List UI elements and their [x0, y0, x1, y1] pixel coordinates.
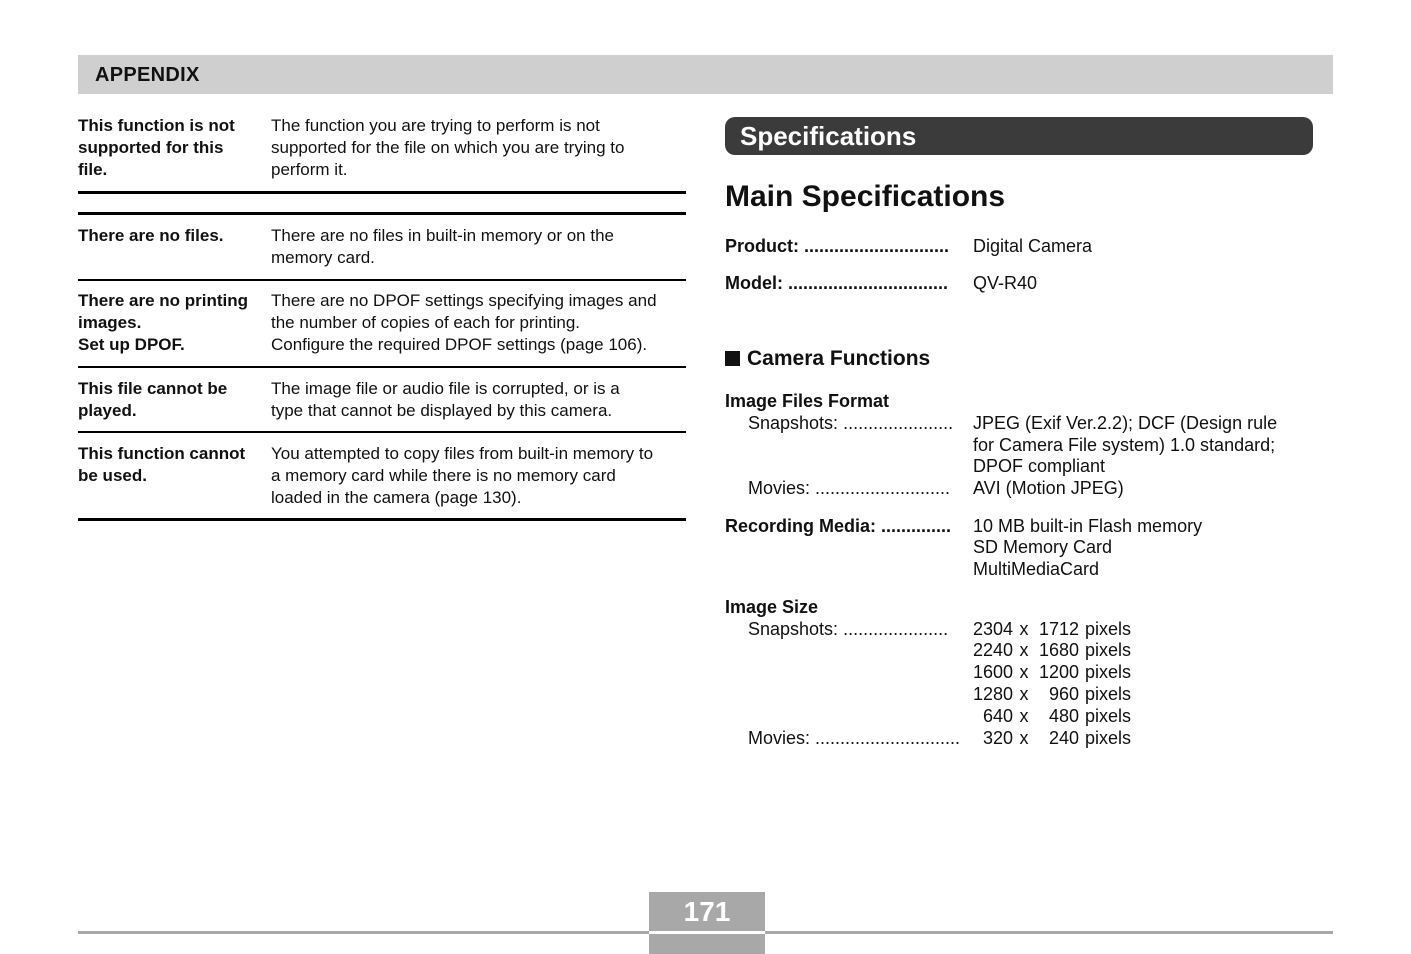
size-times: x: [1019, 640, 1029, 660]
error-description-line: perform it.: [271, 160, 348, 179]
size-times: x: [1019, 728, 1029, 748]
error-description: [271, 225, 691, 269]
size-width: 320: [982, 728, 1013, 748]
error-message-line: This file cannot be: [78, 379, 228, 398]
recording-media-line: 10 MB built-in Flash memory: [973, 516, 1203, 536]
image-size-row: [969, 683, 1131, 705]
error-message-line: This function cannot: [78, 444, 246, 463]
size-height: 480: [1048, 706, 1079, 726]
page-title: Main Specifications: [725, 180, 1006, 213]
table-divider: [78, 366, 686, 368]
appendix-title: APPENDIX: [95, 64, 200, 86]
image-size-row: [969, 661, 1131, 683]
error-description-line: The function you are trying to perform is not: [271, 116, 600, 135]
size-height: 1712: [1038, 619, 1079, 639]
size-height: 1680: [1038, 640, 1079, 660]
error-description: [271, 115, 691, 181]
error-message-line: This function is not: [78, 116, 235, 135]
error-description-line: The image file or audio file is corrupted, or is a: [271, 379, 620, 398]
size-width: 2304: [972, 619, 1013, 639]
image-size-row: [969, 727, 1131, 749]
error-message-line: file.: [78, 160, 108, 179]
error-description-line: type that cannot be displayed by this camera.: [271, 401, 613, 420]
size-width: 1600: [972, 662, 1013, 682]
table-divider: [78, 431, 686, 433]
snapshots-format-line: DPOF compliant: [973, 456, 1106, 476]
movies-label: Movies: ...........................: [748, 478, 951, 498]
size-unit: pixels: [1085, 706, 1132, 726]
error-description-line: There are no files in built-in memory or on the: [271, 226, 614, 245]
error-description-line: supported for the file on which you are trying to: [271, 138, 625, 157]
size-times: x: [1019, 684, 1029, 704]
page-number: 171: [683, 896, 731, 927]
size-width: 1280: [972, 684, 1013, 704]
error-description-line: loaded in the camera (page 130).: [271, 488, 522, 507]
error-description-line: Configure the required DPOF settings (page 106).: [271, 335, 648, 354]
error-message-line: played.: [78, 401, 137, 420]
recording-media-line: SD Memory Card: [973, 537, 1113, 557]
recording-media-line: MultiMediaCard: [973, 559, 1100, 579]
error-message: [78, 378, 268, 422]
image-size-heading: Image Size: [725, 597, 819, 617]
size-movies-label: Movies: .............................: [748, 728, 961, 748]
error-description: [271, 443, 691, 509]
movies-format: AVI (Motion JPEG): [973, 478, 1124, 498]
snapshots-format-line: JPEG (Exif Ver.2.2); DCF (Design rule: [973, 413, 1278, 433]
error-message: [78, 443, 268, 487]
page-number-box-gap: [649, 931, 765, 934]
size-unit: pixels: [1085, 684, 1132, 704]
error-message: [78, 225, 268, 247]
image-files-format-heading: Image Files Format: [725, 391, 890, 411]
snapshots-label: Snapshots: ......................: [748, 413, 954, 433]
size-snapshots-label: Snapshots: .....................: [748, 619, 949, 639]
size-unit: pixels: [1085, 662, 1132, 682]
table-divider: [78, 191, 686, 194]
table-divider: [78, 279, 686, 281]
size-times: x: [1019, 706, 1029, 726]
error-message: [78, 115, 268, 181]
page-number-box: [649, 892, 765, 954]
recording-media-label: Recording Media: ..............: [725, 516, 952, 536]
camera-functions-heading: [725, 347, 930, 371]
error-description: [271, 378, 691, 422]
error-description: [271, 290, 691, 356]
size-unit: pixels: [1085, 728, 1132, 748]
size-unit: pixels: [1085, 640, 1132, 660]
error-description-line: the number of copies of each for printing.: [271, 313, 581, 332]
size-width: 640: [982, 706, 1013, 726]
model-value: QV-R40: [973, 273, 1038, 293]
image-size-row: [969, 705, 1131, 727]
size-unit: pixels: [1085, 619, 1132, 639]
size-height: 1200: [1038, 662, 1079, 682]
camera-functions-heading-text: Camera Functions: [747, 347, 931, 370]
product-value: Digital Camera: [973, 236, 1093, 256]
error-message: [78, 290, 268, 356]
model-label: Model: ................................: [725, 273, 949, 293]
section-header: [725, 117, 1313, 155]
image-size-row: [969, 618, 1131, 640]
snapshots-format-line: for Camera File system) 1.0 standard;: [973, 435, 1276, 455]
size-height: 240: [1048, 728, 1079, 748]
table-divider: [78, 518, 686, 521]
error-description-line: You attempted to copy files from built-in memory to: [271, 444, 654, 463]
error-description-line: a memory card while there is no memory card: [271, 466, 616, 485]
error-description-line: memory card.: [271, 248, 375, 267]
section-title: Specifications: [740, 121, 917, 151]
error-description-line: There are no DPOF settings specifying images and: [271, 291, 657, 310]
error-message-line: Set up DPOF.: [78, 335, 185, 354]
image-size-row: [969, 639, 1131, 661]
error-message-line: supported for this: [78, 138, 224, 157]
appendix-header-bar: [78, 55, 1333, 94]
product-label: Product: .............................: [725, 236, 950, 256]
size-width: 2240: [972, 640, 1013, 660]
square-bullet-icon: [725, 351, 740, 366]
table-divider: [78, 212, 686, 215]
error-message-line: images.: [78, 313, 142, 332]
size-times: x: [1019, 662, 1029, 682]
error-message-line: There are no printing: [78, 291, 249, 310]
size-height: 960: [1048, 684, 1079, 704]
error-message-line: There are no files.: [78, 226, 224, 245]
error-message-line: be used.: [78, 466, 147, 485]
size-times: x: [1019, 619, 1029, 639]
